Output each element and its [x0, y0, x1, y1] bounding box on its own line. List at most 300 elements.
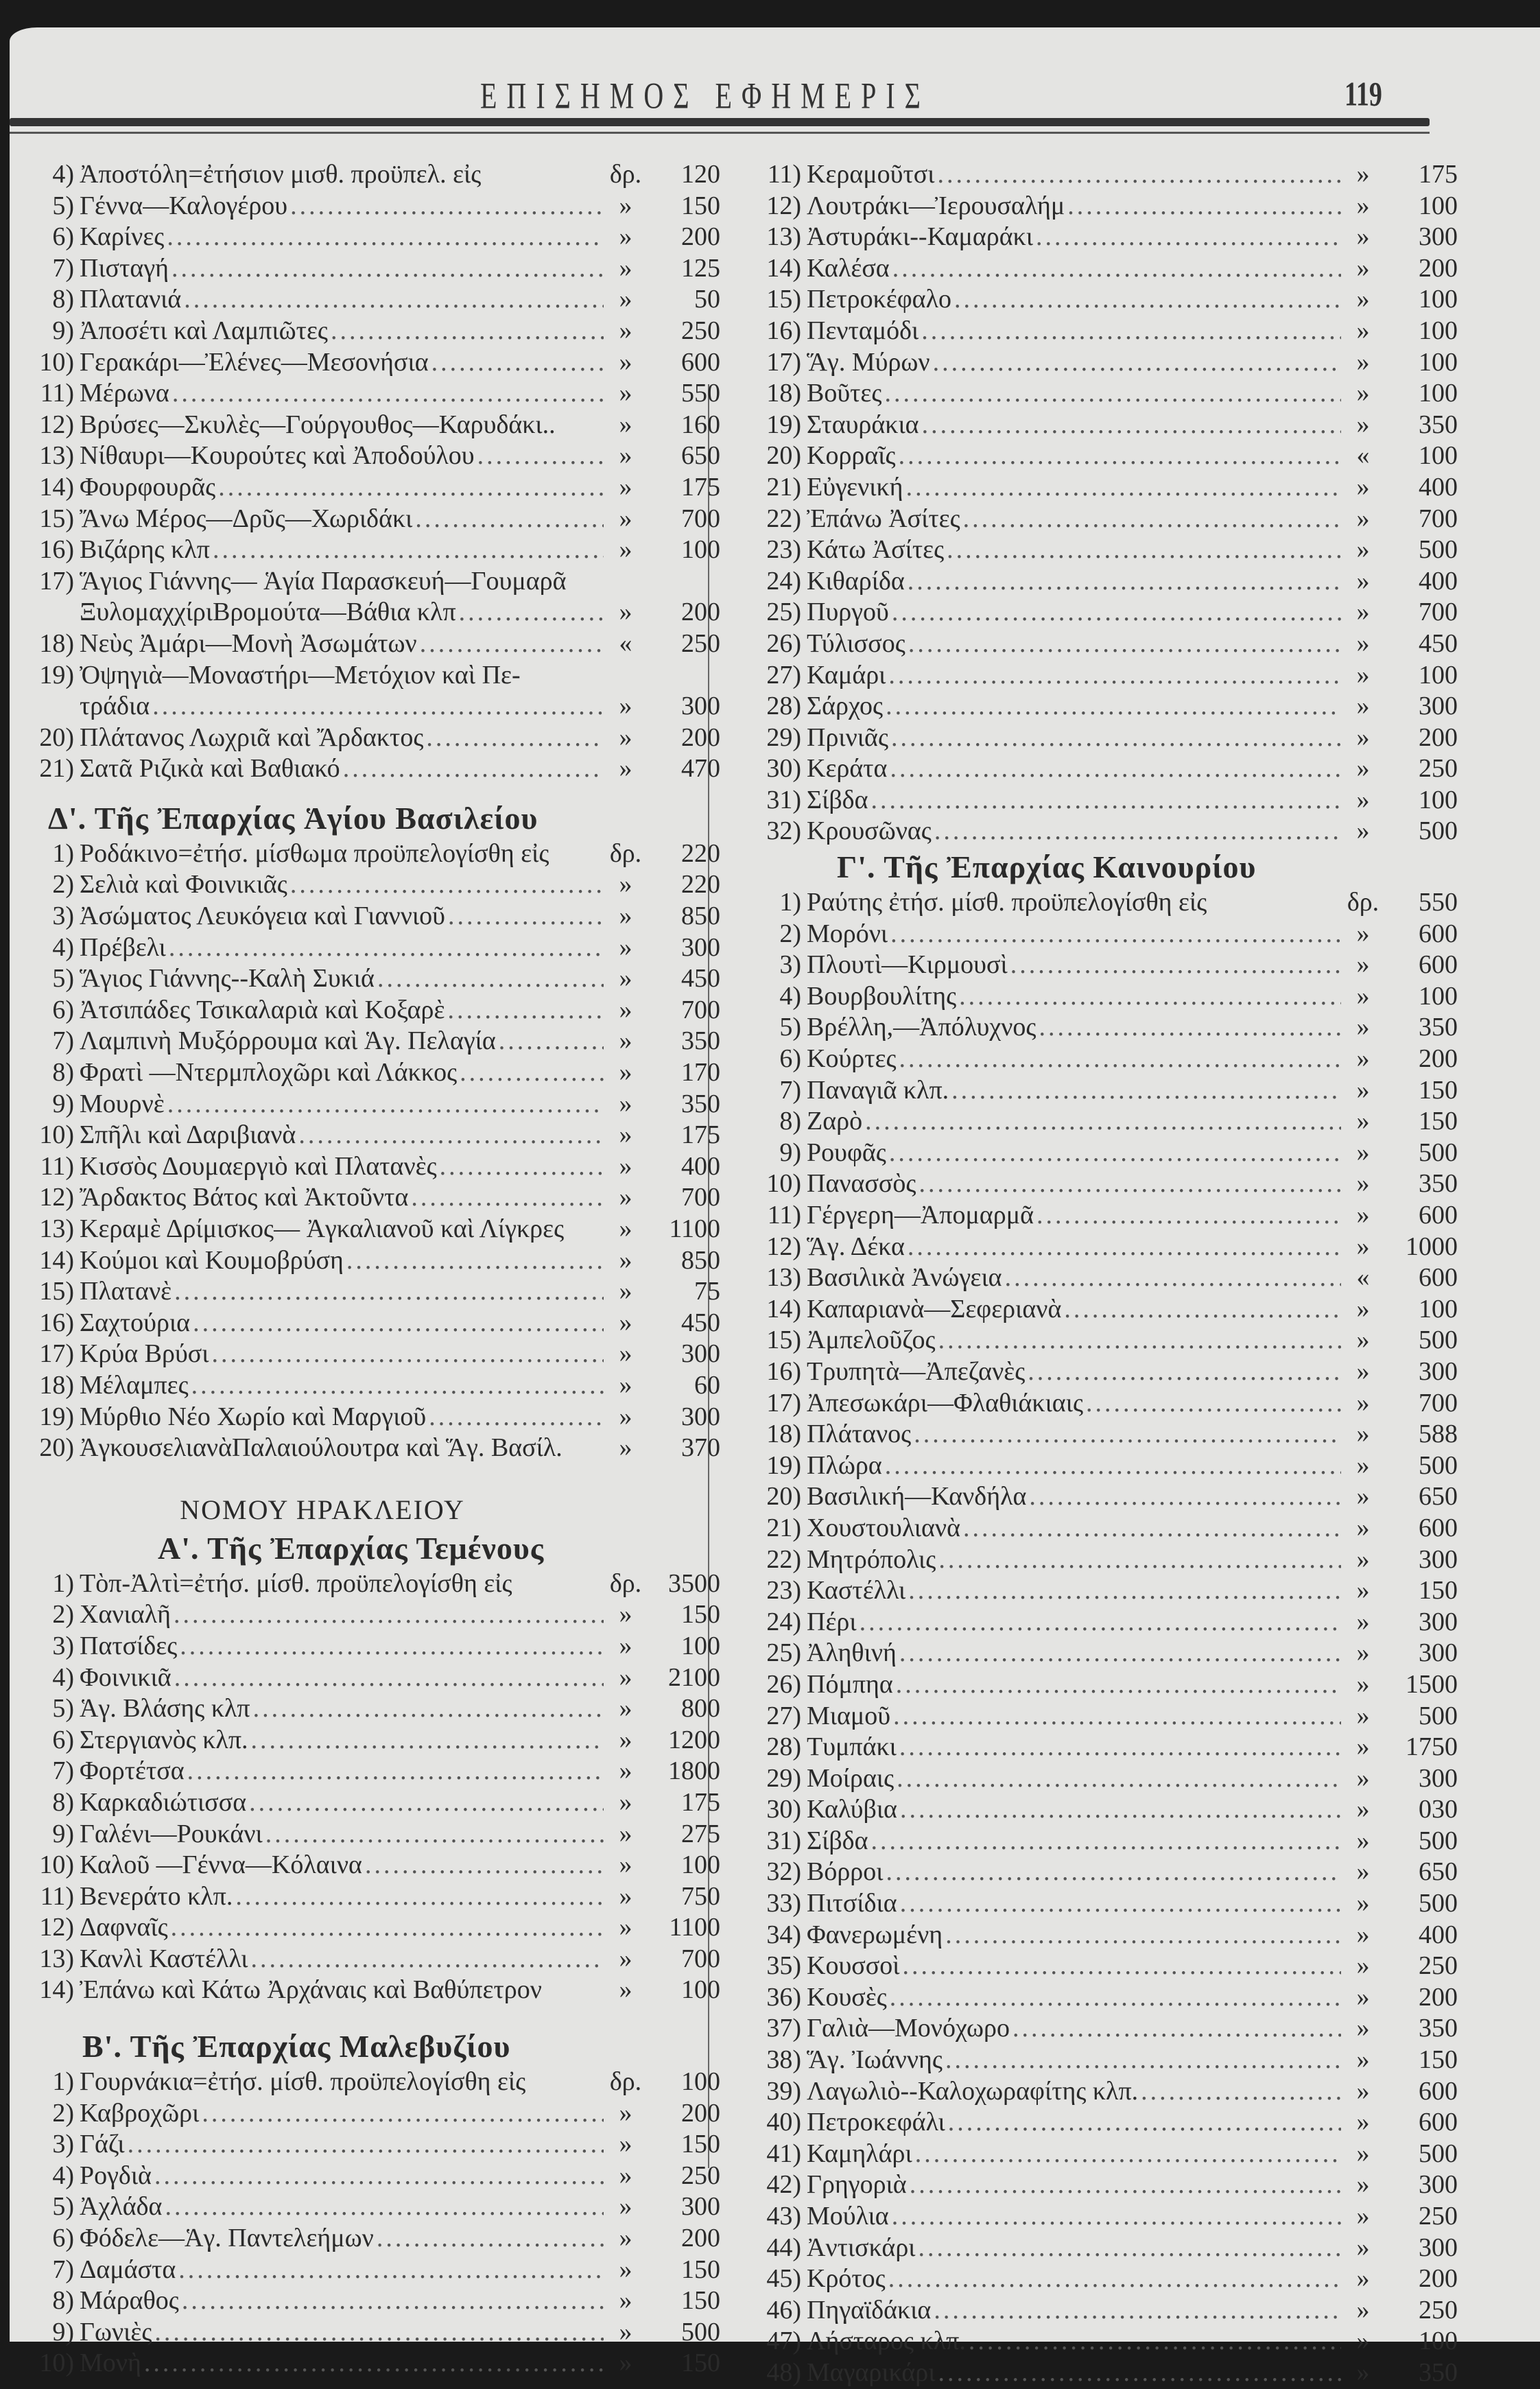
item-name: Φόδελε—Ἁγ. Παντελεήμων — [80, 2224, 374, 2253]
dot-leader — [890, 1982, 1341, 2014]
item-amount: 200 — [1419, 1982, 1458, 2012]
dot-leader — [165, 2191, 604, 2223]
item-amount: 030 — [1419, 1795, 1458, 1824]
item-amount: 100 — [1419, 1294, 1458, 1323]
item-number: 21) — [766, 472, 801, 502]
item-amount: 650 — [1419, 1857, 1458, 1887]
currency-mark: » — [1356, 2357, 1370, 2387]
list-item — [748, 1232, 1458, 1263]
item-amount: 500 — [1419, 2139, 1458, 2168]
item-number: 13) — [39, 1944, 74, 1973]
item-amount: 200 — [681, 598, 720, 627]
item-name: Σαχτούρια — [80, 1308, 191, 1337]
item-name: Γωνιὲς — [80, 2317, 152, 2346]
item-amount: 700 — [681, 995, 720, 1024]
item-number: 10) — [39, 2349, 74, 2378]
item-name: Κρότος — [807, 2264, 886, 2294]
item-number: 11) — [40, 379, 74, 408]
item-name: Μητρόπολις — [807, 1544, 936, 1574]
item-amount: 600 — [1419, 950, 1458, 980]
item-amount: 220 — [681, 838, 720, 868]
item-name: Κανλὶ Καστέλλι — [80, 1944, 248, 1973]
list-item — [748, 1732, 1458, 1763]
item-name: Πόμπηα — [807, 1669, 893, 1699]
item-name: Εὐγενική — [807, 472, 903, 502]
item-number: 32) — [766, 816, 801, 846]
item-amount: 200 — [1419, 722, 1458, 752]
item-amount: 700 — [1419, 504, 1458, 533]
dot-leader — [947, 534, 1341, 566]
dot-leader — [211, 1339, 604, 1370]
item-amount: 300 — [1419, 2170, 1458, 2200]
item-amount: 100 — [1419, 379, 1458, 408]
item-number: 26) — [766, 628, 801, 658]
item-number: 5) — [52, 964, 74, 993]
list-item — [748, 1888, 1458, 1920]
item-number: 37) — [766, 2014, 801, 2043]
item-name: Πετροκέφαλο — [807, 285, 952, 314]
item-amount: 350 — [1419, 1013, 1458, 1042]
item-amount: 100 — [1419, 785, 1458, 814]
dot-leader — [908, 1575, 1341, 1607]
item-number: 5) — [52, 2192, 74, 2222]
item-name: Σάρχος — [807, 692, 884, 721]
list-item — [21, 1151, 720, 1183]
item-amount: 350 — [1419, 1169, 1458, 1199]
list-item — [748, 887, 1458, 919]
item-name: Πρέβελι — [80, 932, 166, 962]
item-number: 11) — [767, 1201, 801, 1229]
item-number: 1) — [779, 888, 801, 917]
item-name: Βρέλλη,—Ἀπόλυχνος — [807, 1013, 1036, 1042]
currency-mark: » — [619, 1245, 632, 1275]
dot-leader — [959, 981, 1341, 1013]
item-amount: 100 — [1419, 191, 1458, 220]
item-number: 26) — [766, 1669, 801, 1699]
item-name: Πλώρα — [807, 1450, 882, 1480]
dot-leader — [902, 1951, 1341, 1982]
item-amount: 500 — [681, 2317, 720, 2346]
currency-mark: » — [1356, 1544, 1370, 1574]
item-name: Βενεράτο κλπ. — [80, 1881, 233, 1911]
currency-mark: » — [1356, 692, 1370, 721]
dot-leader — [477, 440, 604, 472]
list-item — [21, 347, 720, 379]
item-number: 31) — [766, 1826, 801, 1855]
list-item — [21, 440, 720, 472]
currency-mark: » — [619, 1787, 632, 1817]
item-number: 16) — [766, 1356, 801, 1386]
dot-leader — [892, 597, 1341, 628]
item-name: Φουρφουρᾶς — [80, 472, 216, 502]
dot-leader — [945, 2045, 1341, 2076]
list-block — [21, 1568, 720, 2006]
item-amount: 700 — [681, 1183, 720, 1212]
list-item — [21, 284, 720, 316]
list-item — [21, 2098, 720, 2130]
currency-mark: » — [1356, 919, 1370, 948]
dot-leader — [1010, 950, 1341, 981]
currency-mark: » — [1356, 1420, 1370, 1449]
currency-mark: » — [619, 1058, 632, 1087]
list-item — [21, 2317, 720, 2349]
dot-leader — [415, 504, 604, 535]
list-item — [748, 534, 1458, 566]
list-item — [748, 440, 1458, 472]
item-number: 20) — [39, 722, 74, 752]
list-item — [748, 1450, 1458, 1482]
currency-mark: » — [1356, 1044, 1370, 1074]
list-item — [748, 597, 1458, 628]
list-item — [21, 1725, 720, 1756]
item-name: Ἀληθινή — [807, 1638, 897, 1668]
currency-mark: » — [619, 1433, 632, 1463]
item-number: 33) — [766, 1889, 801, 1918]
dot-leader — [460, 1057, 604, 1089]
item-number: 25) — [766, 598, 801, 627]
dot-leader — [938, 1544, 1341, 1576]
item-number: 12) — [39, 1913, 74, 1942]
item-amount: 150 — [681, 2349, 720, 2378]
item-amount: 220 — [681, 870, 720, 899]
dot-leader — [448, 901, 604, 932]
item-amount: 100 — [681, 535, 720, 565]
item-amount: 200 — [681, 2098, 720, 2128]
item-amount: 150 — [681, 191, 720, 220]
item-name: Ζαρὸ — [807, 1107, 863, 1136]
dot-leader — [182, 2285, 604, 2317]
item-number: 34) — [766, 1920, 801, 1949]
item-amount: 850 — [681, 1245, 720, 1275]
item-name: ΞυλομαχχίριΒρομούτα—Βάθια κλπ — [80, 598, 456, 627]
item-number: 22) — [766, 1544, 801, 1574]
item-name: Πατσίδες — [80, 1631, 178, 1660]
list-item — [748, 1325, 1458, 1356]
item-name: Βόρροι — [807, 1857, 884, 1887]
list-item — [748, 1701, 1458, 1732]
dot-leader — [265, 1819, 604, 1850]
header-rule-thick — [10, 118, 1430, 126]
list-item — [21, 1631, 720, 1662]
currency-mark: » — [619, 316, 632, 345]
list-item — [748, 753, 1458, 785]
list-item — [21, 566, 720, 598]
list-item — [21, 1599, 720, 1631]
item-number: 16) — [39, 535, 74, 565]
currency-mark: » — [1356, 253, 1370, 283]
dot-leader — [922, 410, 1341, 441]
item-name: Πισταγή — [80, 253, 169, 283]
currency-mark: » — [619, 1881, 632, 1911]
item-name: Γρηγοριὰ — [807, 2170, 907, 2200]
currency-mark: » — [619, 1370, 632, 1400]
list-item — [748, 2295, 1458, 2327]
item-amount: 150 — [1419, 1075, 1458, 1105]
item-amount: 175 — [681, 472, 720, 502]
list-item — [748, 1857, 1458, 1888]
dot-leader — [890, 919, 1341, 950]
list-item — [21, 722, 720, 754]
list-item — [748, 628, 1458, 660]
item-name: Ἀπεσωκάρι—Φλαθιάκιαις — [807, 1388, 1083, 1417]
item-amount: 800 — [681, 1694, 720, 1723]
dot-leader — [426, 722, 604, 754]
item-name: Σίβδα — [807, 785, 868, 814]
currency-mark: » — [1356, 1576, 1370, 1605]
dot-leader — [899, 440, 1341, 472]
dot-leader — [431, 347, 604, 379]
dot-leader — [889, 1138, 1341, 1169]
dot-leader — [933, 347, 1341, 379]
item-number: 14) — [766, 1294, 801, 1323]
currency-mark: » — [619, 410, 632, 439]
item-number: 3) — [52, 902, 74, 931]
currency-mark: δρ. — [1347, 888, 1379, 917]
item-amount: 650 — [1419, 1482, 1458, 1511]
list-block — [748, 159, 1458, 847]
item-amount: 250 — [681, 2161, 720, 2190]
list-item — [21, 2067, 720, 2098]
item-name: Ἅγιος Γιάννης— Ἁγία Παρασκευή—Γουμαρᾶ — [80, 566, 567, 596]
item-number: 29) — [766, 1763, 801, 1793]
currency-mark: « — [1356, 1263, 1370, 1293]
currency-mark: » — [1356, 1732, 1370, 1762]
currency-mark: δρ. — [609, 2067, 642, 2097]
list-item — [748, 159, 1458, 191]
dot-leader — [365, 1850, 604, 1881]
item-number: 3) — [779, 950, 801, 980]
list-item — [748, 2233, 1458, 2264]
item-amount: 100 — [1419, 285, 1458, 314]
currency-mark: » — [1356, 1857, 1370, 1887]
currency-mark: » — [619, 964, 632, 993]
item-name: Μύρθιο Νέο Χωρίο καὶ Μαργιοῦ — [80, 1402, 427, 1431]
currency-mark: » — [619, 1913, 632, 1942]
dot-leader — [888, 2263, 1341, 2295]
item-name: Ἐπάνω Ἀσίτες — [807, 504, 960, 533]
list-item — [21, 901, 720, 932]
dot-leader — [154, 2317, 604, 2349]
dot-leader — [331, 316, 604, 347]
currency-mark: » — [619, 2130, 632, 2159]
list-item — [748, 1419, 1458, 1450]
dot-leader — [896, 1669, 1341, 1701]
currency-mark: » — [1356, 816, 1370, 846]
item-number: 9) — [52, 1819, 74, 1848]
spacer — [21, 2006, 720, 2027]
item-number: 8) — [779, 1107, 801, 1136]
item-amount: 400 — [1419, 1920, 1458, 1949]
currency-mark: » — [1356, 1138, 1370, 1167]
item-name: Ἄρδακτος Βάτος καὶ Ἀκτοῦντα — [80, 1183, 409, 1212]
item-name: Πυργοῦ — [807, 598, 889, 627]
currency-mark: » — [619, 2255, 632, 2284]
item-number: 17) — [39, 566, 74, 596]
item-name: Μάραθος — [80, 2286, 179, 2316]
currency-mark: » — [1356, 222, 1370, 252]
dot-leader — [174, 1662, 604, 1694]
dot-leader — [251, 1944, 604, 1975]
item-number: 19) — [766, 1450, 801, 1480]
list-item — [21, 660, 720, 692]
page-number: 119 — [1344, 75, 1382, 114]
item-amount: 300 — [1419, 2233, 1458, 2262]
item-amount: 400 — [1419, 566, 1458, 596]
item-name: Καρκαδιώτισσα — [80, 1787, 247, 1817]
dot-leader — [938, 2357, 1342, 2389]
item-number: 2) — [779, 919, 801, 948]
currency-mark: » — [1356, 410, 1370, 439]
item-name: Τρυπητὰ—Ἀπεζανὲς — [807, 1356, 1026, 1386]
item-name: Βουρβουλίτης — [807, 981, 957, 1011]
item-number: 47) — [766, 2327, 801, 2356]
list-item — [748, 2201, 1458, 2233]
currency-mark: » — [619, 1819, 632, 1848]
currency-mark: » — [1356, 1982, 1370, 2012]
item-number: 21) — [39, 754, 74, 784]
dot-leader — [938, 1325, 1341, 1356]
item-amount: 600 — [1419, 1513, 1458, 1542]
dot-leader — [377, 2223, 604, 2255]
list-item — [748, 1262, 1458, 1294]
spacer — [21, 1464, 720, 1492]
currency-mark: » — [1356, 1638, 1370, 1668]
list-item — [21, 191, 720, 222]
currency-mark: » — [1356, 1232, 1370, 1261]
dot-leader — [459, 597, 604, 628]
list-item — [748, 1200, 1458, 1232]
currency-mark: » — [1356, 2295, 1370, 2325]
dot-leader — [906, 472, 1341, 504]
item-name: Κορραῖς — [807, 441, 896, 471]
item-name: Λαμπινὴ Μυξόρρουμα καὶ Ἁγ. Πελαγία — [80, 1026, 496, 1056]
item-name: Καμάρι — [807, 660, 886, 690]
item-number: 11) — [40, 1881, 74, 1911]
item-name: Πιτσίδια — [807, 1889, 897, 1918]
item-number: 9) — [52, 1089, 74, 1118]
item-amount: 1100 — [669, 1214, 720, 1243]
currency-mark: » — [619, 1402, 632, 1431]
dot-leader — [420, 628, 604, 660]
item-number: 40) — [766, 2108, 801, 2137]
dot-leader — [343, 753, 604, 785]
dot-leader — [899, 1638, 1341, 1669]
item-name: Χανιαλῆ — [80, 1600, 171, 1629]
list-item — [21, 1787, 720, 1819]
dot-leader — [900, 1794, 1341, 1826]
item-name: Βρύσες—Σκυλὲς—Γούργουθος—Καρυδάκι.. — [80, 410, 556, 439]
item-name: Βιζάρης κλπ — [80, 535, 210, 565]
currency-mark: » — [1356, 285, 1370, 314]
item-name: Μέρωνα — [80, 379, 169, 408]
currency-mark: » — [619, 2161, 632, 2190]
dot-leader — [915, 2139, 1341, 2170]
item-number: 20) — [766, 441, 801, 471]
dot-leader — [411, 1182, 604, 1214]
item-number: 18) — [766, 379, 801, 408]
item-name: Καστέλλι — [807, 1576, 906, 1605]
list-item — [21, 1568, 720, 1600]
item-number: 9) — [52, 2317, 74, 2346]
list-item — [748, 504, 1458, 535]
dot-leader — [871, 785, 1342, 816]
item-number: 30) — [766, 1795, 801, 1824]
item-name: Μέλαμπες — [80, 1370, 189, 1400]
item-number: 9) — [779, 1138, 801, 1167]
item-number: 45) — [766, 2264, 801, 2294]
list-item — [21, 1245, 720, 1277]
item-number: 9) — [52, 316, 74, 345]
item-name: Καπαριανὰ—Σεφεριανὰ — [807, 1294, 1062, 1323]
section-heading-a: Α'. Τῆς Ἐπαρχίας Τεμένους — [158, 1530, 545, 1566]
list-item — [21, 691, 720, 722]
dot-leader — [886, 1857, 1342, 1888]
currency-mark: » — [1356, 1482, 1370, 1511]
dot-leader — [1064, 1294, 1341, 1326]
item-name: Δαφναῖς — [80, 1913, 168, 1942]
item-number: 18) — [39, 628, 74, 658]
currency-mark: « — [619, 628, 632, 658]
list-item — [21, 628, 720, 660]
item-number: 36) — [766, 1982, 801, 2012]
item-number: 4) — [52, 160, 74, 189]
item-name: Γαλένι—Ρουκάνι — [80, 1819, 263, 1848]
item-name: Μιαμοῦ — [807, 1701, 891, 1730]
currency-mark: » — [1356, 2327, 1370, 2356]
list-item — [748, 410, 1458, 441]
item-name: Ἁγ. Βλάσης κλπ — [80, 1694, 250, 1723]
item-name: Τὸπ-Ἀλτὶ=ἐτήσ. μίσθ. προϋπελογίσθη εἰς — [80, 1568, 512, 1598]
item-number: 25) — [766, 1638, 801, 1668]
currency-mark: » — [1356, 2045, 1370, 2075]
dot-leader — [910, 2169, 1341, 2201]
item-number: 12) — [766, 191, 801, 220]
item-amount: 250 — [1419, 1951, 1458, 1981]
dot-leader — [908, 566, 1341, 598]
list-item — [748, 1388, 1458, 1420]
item-amount: 1500 — [1406, 1669, 1458, 1699]
dot-leader — [884, 378, 1341, 410]
item-number: 5) — [779, 1013, 801, 1042]
currency-mark: » — [619, 1151, 632, 1181]
item-name: Νεὺς Ἀμάρι—Μονὴ Ἀσωμάτων — [80, 628, 417, 658]
currency-mark: » — [1356, 628, 1370, 658]
item-number: 35) — [766, 1951, 801, 1981]
item-number: 28) — [766, 692, 801, 721]
list-item — [21, 1120, 720, 1151]
item-number: 14) — [39, 472, 74, 502]
currency-mark: » — [1356, 566, 1370, 596]
item-number: 44) — [766, 2233, 801, 2262]
item-amount: 650 — [681, 441, 720, 471]
item-number: 6) — [52, 995, 74, 1024]
list-item — [748, 253, 1458, 285]
item-number: 5) — [52, 1694, 74, 1723]
item-name: Ἀχλάδα — [80, 2192, 163, 2222]
currency-mark: » — [1356, 2014, 1370, 2043]
list-item — [748, 1294, 1458, 1326]
dot-leader — [1005, 1262, 1341, 1294]
currency-mark: » — [619, 1308, 632, 1337]
list-item — [748, 316, 1458, 347]
item-name: Κάτω Ἀσίτες — [807, 535, 945, 565]
currency-mark: » — [1356, 1356, 1370, 1386]
item-name: Φανερωμένη — [807, 1920, 943, 1949]
item-number: 41) — [766, 2139, 801, 2168]
list-item — [21, 963, 720, 995]
currency-mark: » — [1356, 1326, 1370, 1355]
dot-leader — [963, 504, 1341, 535]
